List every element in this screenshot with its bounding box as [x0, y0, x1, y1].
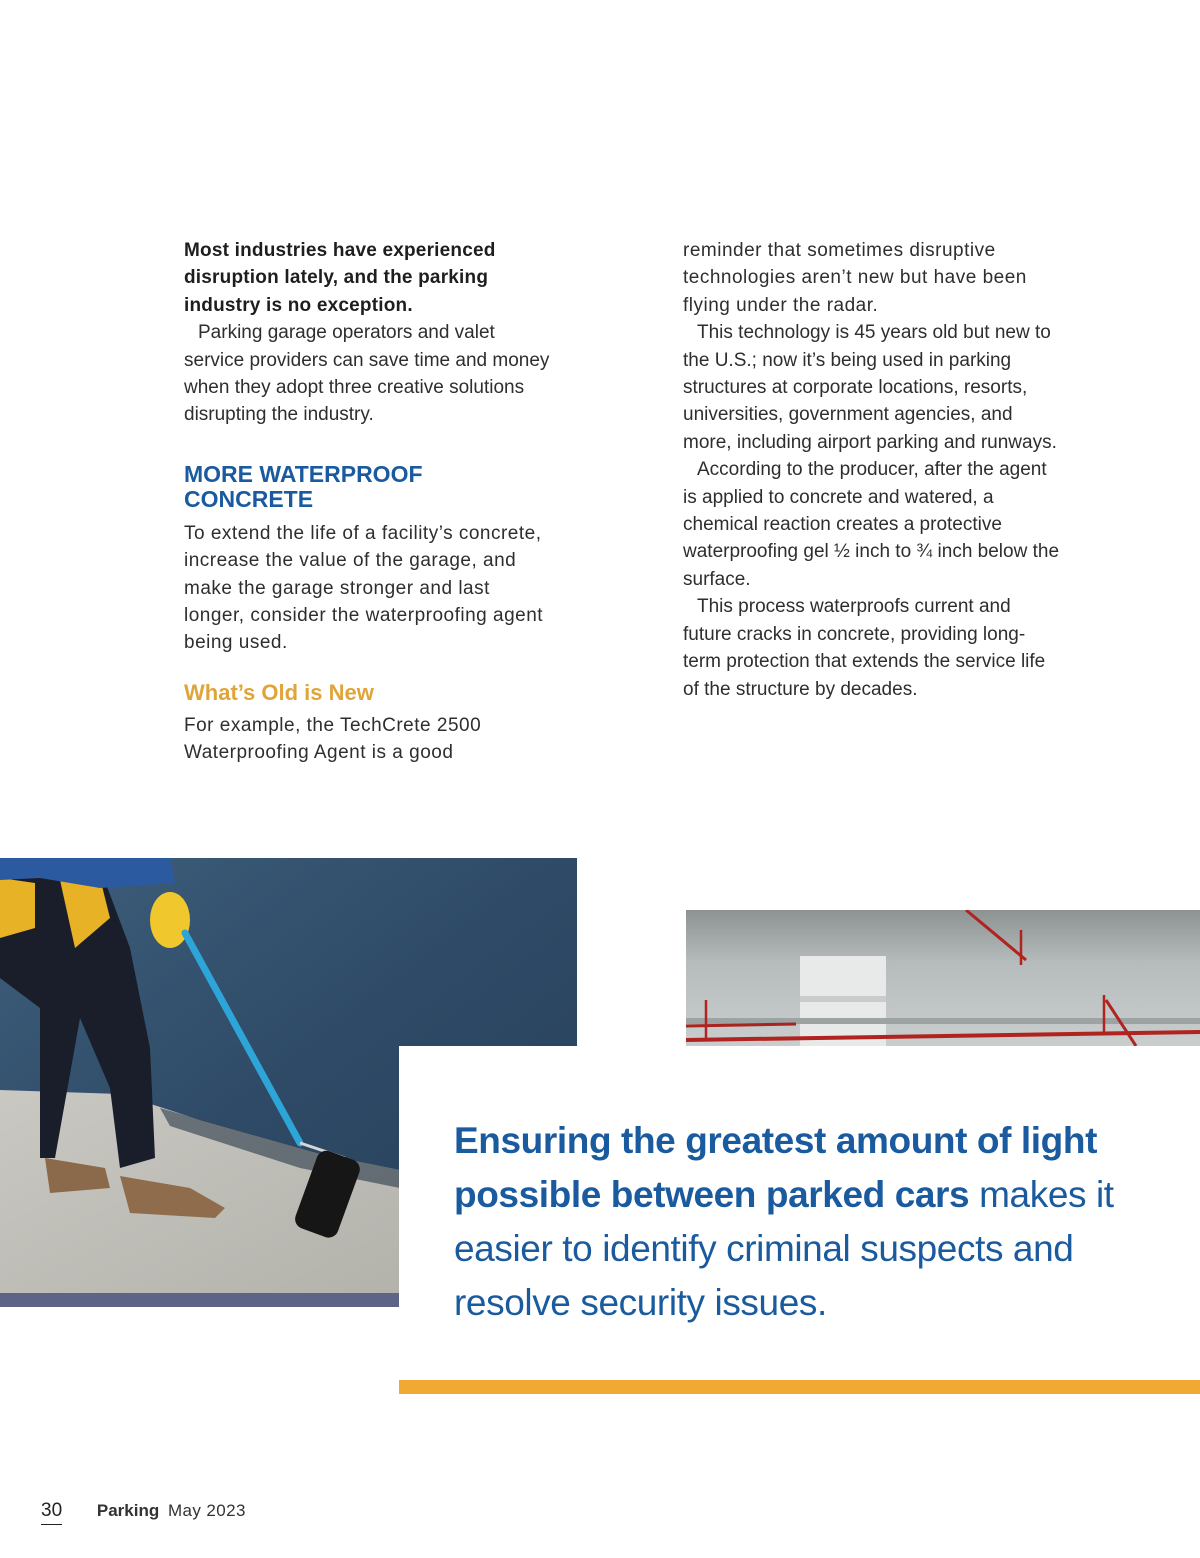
article-intro: Parking garage operators and valet service providers can save time and money when they adopt three creative solutions disrupting the industry. [184, 322, 550, 426]
subsection-body: For example, the TechCrete 2500 Waterproofing Agent is a good [184, 714, 482, 764]
article-right-column [683, 237, 1063, 703]
page-footer [41, 1500, 246, 1525]
garage-ceiling-photo [686, 910, 1200, 1046]
subheading-whats-old: What’s Old is New [184, 679, 374, 705]
garage-ceiling-illustration [686, 910, 1200, 1046]
paragraph-chemical-reaction: According to the producer, after the agent is applied to concrete and watered, a chemical reaction creates a protective waterproofing gel ½ inch to ¾ inch below the surface. [683, 459, 1060, 590]
paragraph-technology-age: This technology is 45 years old but new to the U.S.; now it’s being used in parking structures at corporate locations, resorts, universities, government agencies, and more, including airport parking and runways. [683, 322, 1057, 453]
pull-quote-bold: Ensuring the greatest amount of light possible between parked cars [454, 1120, 1097, 1215]
accent-bar [399, 1380, 1200, 1394]
section-heading-waterproof: MORE WATERPROOF CONCRETE [184, 460, 423, 512]
pull-quote-regular: makes it easier to identify criminal suspects and resolve security issues. [454, 1174, 1114, 1323]
issue-date: May 2023 [167, 1501, 246, 1520]
article-lead: Most industries have experienced disruption lately, and the parking industry is no exception. [184, 240, 496, 316]
pull-quote [454, 1114, 1154, 1330]
magazine-name: Parking [96, 1501, 160, 1520]
article-left-column [184, 237, 554, 767]
section-body-waterproof: To extend the life of a facility’s concrete, increase the value of the garage, and make the garage stronger and last longer, consider the waterproofing agent being used. [184, 522, 544, 654]
paragraph-crack-protection: This process waterproofs current and future cracks in concrete, providing long-term protection that extends the service life of the structure by decades. [683, 596, 1046, 700]
pull-quote-box [399, 1046, 1200, 1380]
page-number: 30 [41, 1500, 62, 1525]
continuation-paragraph: reminder that sometimes disruptive technologies aren’t new but have been flying under the radar. [683, 240, 1027, 316]
photo-caption-strip [0, 1293, 399, 1307]
